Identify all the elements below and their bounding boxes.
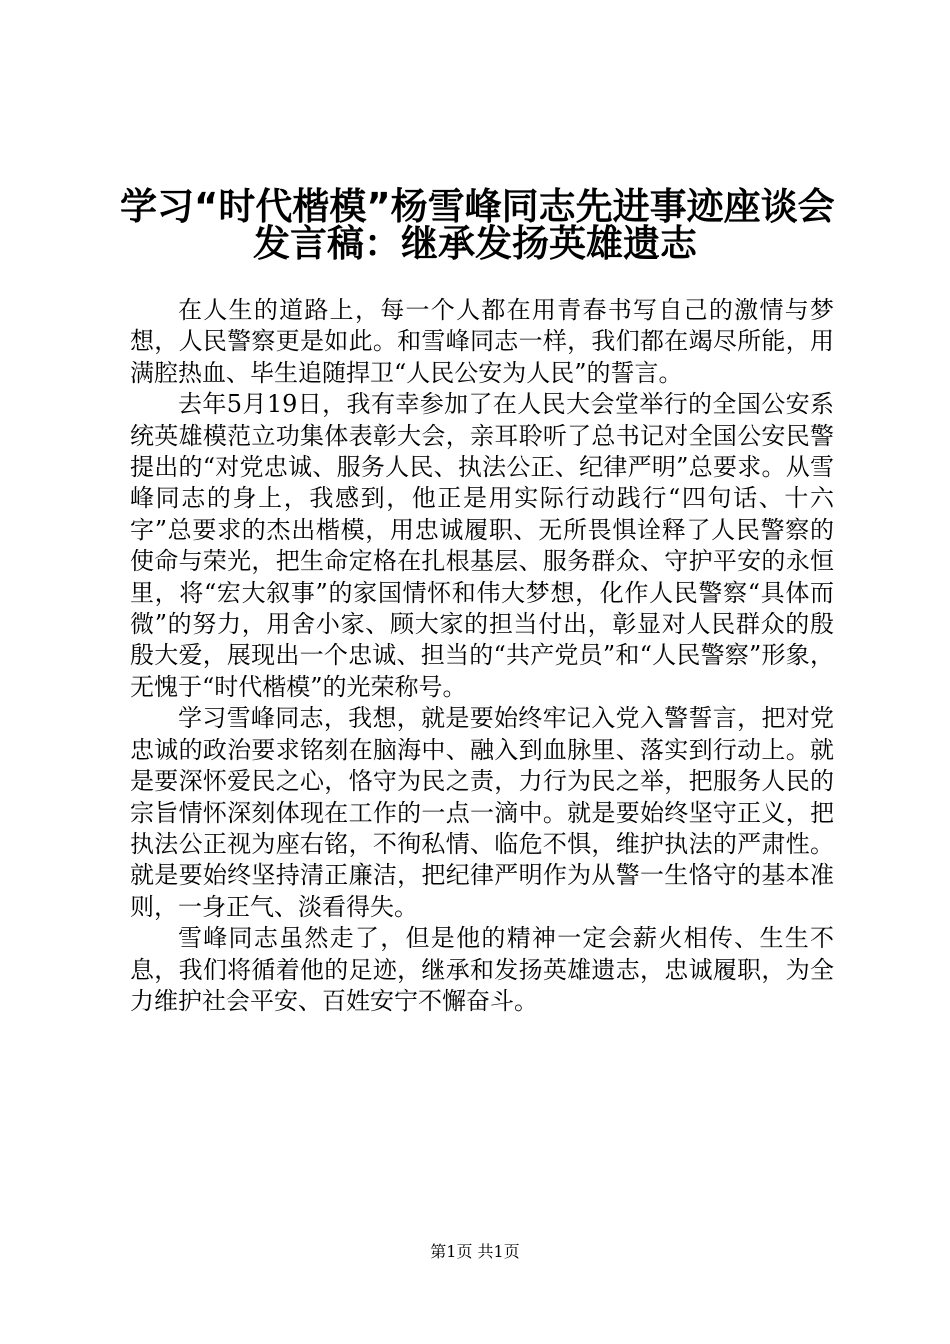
page-number-footer: 第1页 共1页 xyxy=(430,1242,520,1261)
document-title-line-1: 学习“时代楷模”杨雪峰同志先进事迹座谈会 xyxy=(120,185,835,228)
paragraph-3: 学习雪峰同志，我想，就是要始终牢记入党入警誓言，把对党忠诚的政治要求铭刻在脑海中、融入到血脉里、落实到行动上。就是要深怀爱民之心，恪守为民之责，力行为民之举，把服务人民的宗旨情怀深刻体现在工作的一点一滴中。就是要始终坚守正义，把执法公正视为座右铭，不徇私情、临危不惧，维护执法的严肃性。就是要始终坚持清正廉洁，把纪律严明作为从警一生恪守的基本准则，一身正气、淡看得失。 xyxy=(130,704,834,921)
paragraph-4: 雪峰同志虽然走了，但是他的精神一定会薪火相传、生生不息，我们将循着他的足迹，继承和发扬英雄遗志，忠诚履职，为全力维护社会平安、百姓安宁不懈奋斗。 xyxy=(130,924,834,1015)
document-body xyxy=(130,295,834,1017)
paragraph-2: 去年5月19日，我有幸参加了在人民大会堂举行的全国公安系统英雄模范立功集体表彰大会，亲耳聆听了总书记对全国公安民警提出的“对党忠诚、服务人民、执法公正、纪律严明”总要求。从雪峰同志的身上，我感到，他正是用实际行动践行“四句话、十六字”总要求的杰出楷模，用忠诚履职、无所畏惧诠释了人民警察的使命与荣光，把生命定格在扎根基层、服务群众、守护平安的永恒里，将“宏大叙事”的家国情怀和伟大梦想，化作人民警察“具体而微”的努力，用舍小家、顾大家的担当付出，彰显对人民群众的殷殷大爱，展现出一个忠诚、担当的“共产党员”和“人民警察”形象，无愧于“时代楷模”的光荣称号。 xyxy=(130,390,834,701)
paragraph-1: 在人生的道路上，每一个人都在用青春书写自己的激情与梦想，人民警察更是如此。和雪峰同志一样，我们都在竭尽所能，用满腔热血、毕生追随捍卫“人民公安为人民”的誓言。 xyxy=(130,296,834,387)
document-title-line-2: 发言稿：继承发扬英雄遗志 xyxy=(253,222,697,265)
